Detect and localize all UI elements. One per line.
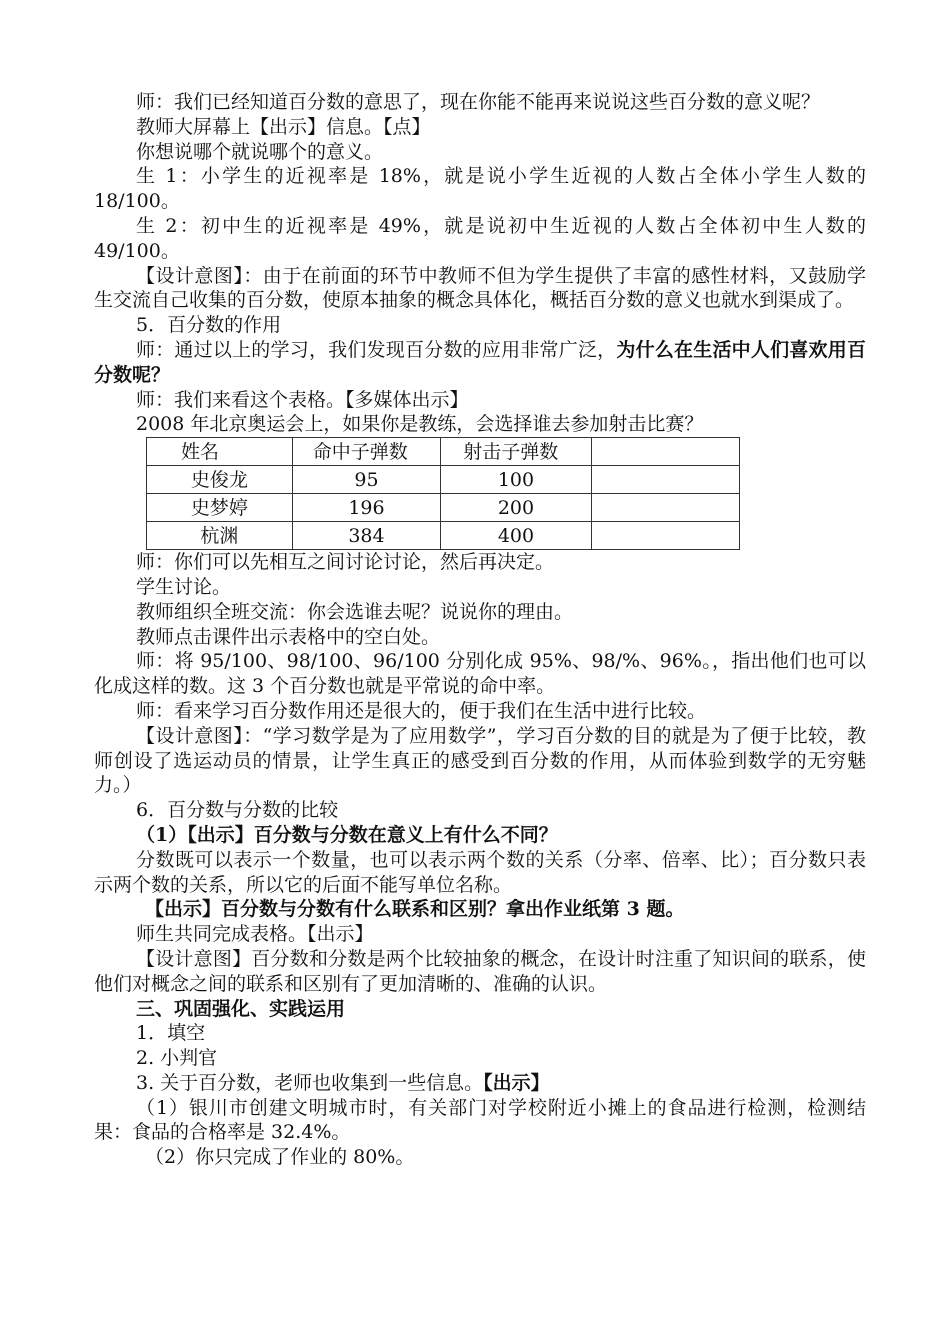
table-cell: 100 — [441, 466, 591, 494]
table-cell-blank — [591, 522, 739, 550]
table-cell: 400 — [441, 522, 591, 550]
list-item-text: 3. 关于百分数，老师也收集到一些信息。 — [136, 1071, 484, 1094]
paragraph: 2008 年北京奥运会上，如果你是教练，会选择谁去参加射击比赛？ — [136, 413, 704, 436]
design-intent-paragraph: 【设计意图】百分数和分数是两个比较抽象的概念，在设计时注重了知识间的联系，使他们对概念之间的联系和区别有了更加清晰的、准确的认识。 — [94, 947, 866, 995]
table-row — [147, 522, 740, 550]
paragraph: 分数既可以表示一个数量，也可以表示两个数的关系（分率、倍率、比）；百分数只表示两个数的关系，所以它的后面不能写单位名称。 — [94, 848, 866, 896]
table-cell: 95 — [292, 466, 440, 494]
header-hits: 命中子弹数 — [292, 438, 440, 466]
paragraph: 师：你们可以先相互之间讨论讨论，然后再决定。 — [136, 551, 555, 574]
table-row — [147, 494, 740, 522]
paragraph: 教师组织全班交流：你会选谁去呢？说说你的理由。 — [136, 600, 574, 623]
section-heading: 6．百分数与分数的比较 — [136, 799, 339, 822]
document-body — [94, 90, 866, 1170]
paragraph: 师：我们来看这个表格。【多媒体出示】 — [136, 388, 469, 411]
shooting-table — [146, 437, 740, 550]
paragraph: 教师点击课件出示表格中的空白处。 — [136, 625, 441, 648]
header-blank — [591, 438, 739, 466]
header-name: 姓名 — [147, 438, 293, 466]
paragraph: 师生共同完成表格。【出示】 — [136, 923, 374, 946]
section-heading: 5．百分数的作用 — [136, 314, 282, 337]
table-cell: 196 — [292, 494, 440, 522]
list-item: 1．填空 — [136, 1022, 206, 1045]
table-cell: 384 — [292, 522, 440, 550]
paragraph: （2）你只完成了作业的 80%。 — [145, 1146, 415, 1169]
question-text: 师：通过以上的学习，我们发现百分数的应用非常广泛， — [136, 338, 617, 361]
table-cell: 史俊龙 — [147, 466, 293, 494]
table-header-row — [147, 438, 740, 466]
paragraph: 你想说哪个就说哪个的意义。 — [136, 140, 384, 163]
table-cell: 史梦婷 — [147, 494, 293, 522]
table-cell: 200 — [441, 494, 591, 522]
design-intent-paragraph: 【设计意图】：由于在前面的环节中教师不但为学生提供了丰富的感性材料，又鼓励学生交流自己收集的百分数，使原本抽象的概念具体化，概括百分数的意义也就水到渠成了。 — [94, 264, 866, 312]
paragraph: 师：将 95/100、98/100、96/100 分别化成 95%、98/%、96%。，指出他们也可以化成这样的数。这 3 个百分数也就是平常说的命中率。 — [94, 650, 866, 698]
header-shots: 射击子弹数 — [441, 438, 591, 466]
question-bold-text: 为什么在生活中人们喜欢用百分数呢？ — [94, 338, 866, 386]
design-intent-paragraph: 【设计意图】：“学习数学是为了应用数学”，学习百分数的目的就是为了便于比较，教师创设了选运动员的情景，让学生真正的感受到百分数的作用，从而体验到数学的无穷魅力。） — [94, 724, 866, 797]
bold-question: （1）【出示】百分数与分数在意义上有什么不同？ — [136, 823, 558, 846]
table-cell: 杭渊 — [147, 522, 293, 550]
table-row — [147, 466, 740, 494]
question-paragraph — [94, 338, 866, 388]
paragraph: 学生讨论。 — [136, 575, 232, 598]
list-item — [94, 1071, 866, 1096]
bold-question: 【出示】百分数与分数有什么联系和区别？拿出作业纸第 3 题。 — [145, 898, 685, 921]
paragraph: （1）银川市创建文明城市时，有关部门对学校附近小摊上的食品进行检测，检测结果：食品的合格率是 32.4%。 — [94, 1096, 866, 1144]
section-heading: 三、巩固强化、实践运用 — [136, 997, 346, 1020]
list-item: 2. 小判官 — [136, 1047, 218, 1070]
paragraph: 师：我们已经知道百分数的意思了，现在你能不能再来说说这些百分数的意义呢？ — [136, 91, 821, 113]
show-tag: 【出示】 — [483, 1071, 550, 1094]
paragraph: 生 1：小学生的近视率是 18%，就是说小学生近视的人数占全体小学生人数的 18/100。 — [94, 165, 866, 213]
paragraph: 师：看来学习百分数作用还是很大的，便于我们在生活中进行比较。 — [136, 699, 707, 722]
paragraph: 生 2：初中生的近视率是 49%，就是说初中生近视的人数占全体初中生人数的 49/100。 — [94, 214, 866, 262]
table-cell-blank — [591, 466, 739, 494]
table-cell-blank — [591, 494, 739, 522]
paragraph: 教师大屏幕上【出示】信息。【点】 — [136, 115, 431, 138]
